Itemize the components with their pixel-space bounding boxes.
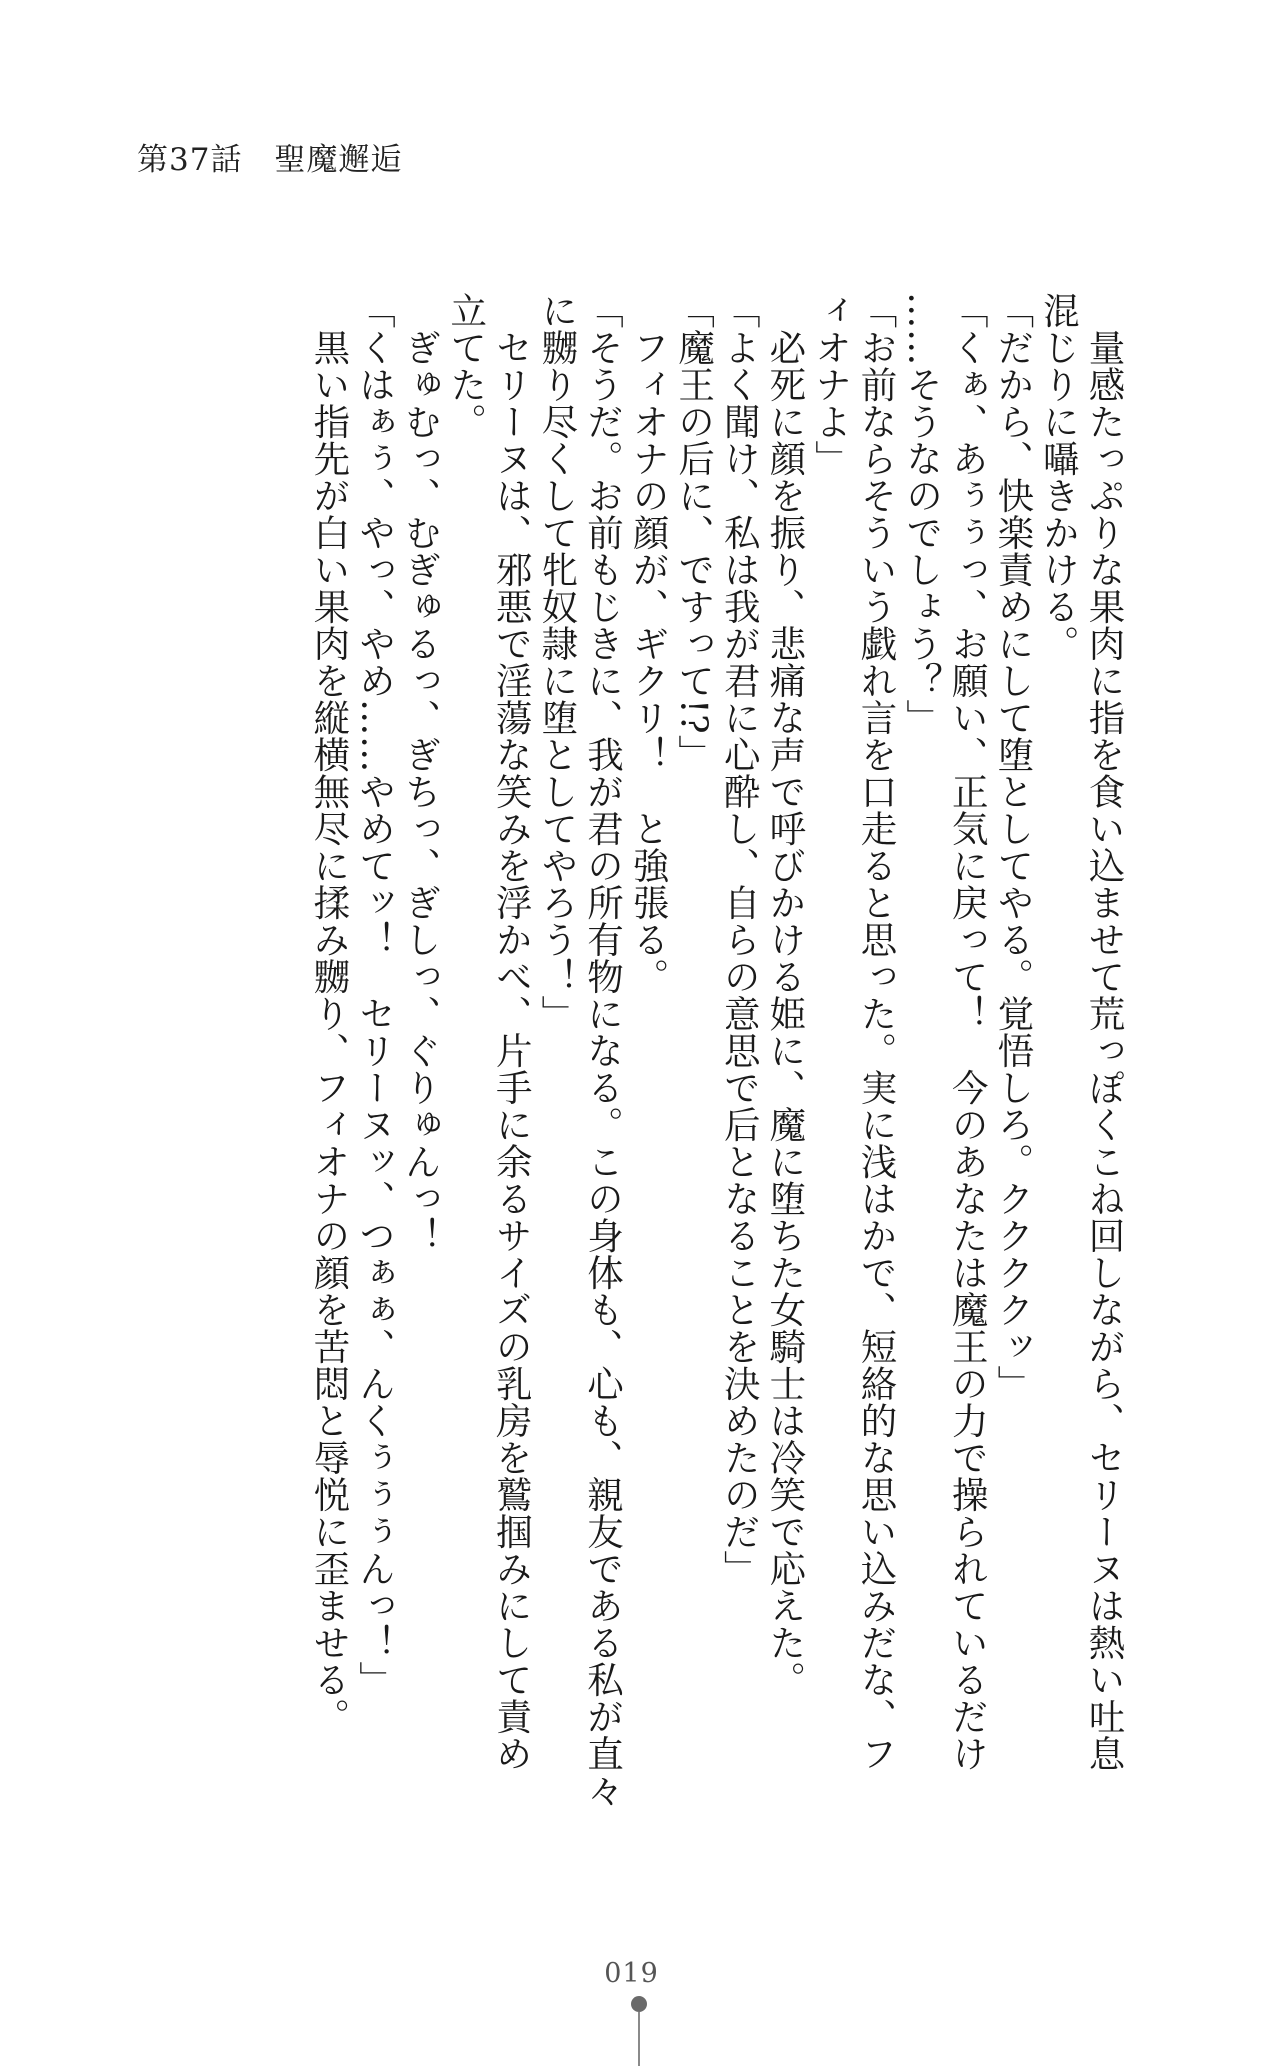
text-line: 「だから、快楽責めにして堕としてやる。覚悟しろ。ククククッ」 (991, 292, 1035, 1402)
text-line: 「そうだ。お前もじきに、我が君の所有物になる。この身体も、心も、親友である私が直々 (581, 292, 625, 1809)
text-line: ぎゅむっ、むぎゅるっ、ぎちっ、ぎしっ、ぐりゅんっ！ (399, 292, 443, 1254)
text-line: フィオナの顔が、ギクリ！ と強張る。 (627, 292, 671, 995)
text-line: セリーヌは、邪悪で淫蕩な笑みを浮かべ、片手に余るサイズの乳房を鷲掴みにして責め (490, 292, 534, 1772)
page-marker-icon (631, 1996, 649, 2066)
text-line: 「よく聞け、私は我が君に心酔し、自らの意思で后となることを決めたのだ」 (718, 292, 762, 1587)
text-line: ィオナよ」 (809, 292, 853, 477)
text-line: 立てた。 (444, 292, 488, 440)
text-line: 「お前ならそういう戯れ言を口走ると思った。実に浅はかで、短絡的な思い込みだな、フ (855, 292, 899, 1772)
text-line: 「魔王の后に、ですって!?」 (672, 292, 716, 772)
chapter-title: 第37話 聖魔邂逅 (137, 142, 403, 178)
page-number: 019 (604, 1958, 659, 1989)
text-line: 黒い指先が白い果肉を縦横無尽に揉み嬲り、フィオナの顔を苦悶と辱悦に歪ませる。 (307, 292, 351, 1735)
text-line: 量感たっぷりな果肉に指を食い込ませて荒っぽくこね回しながら、セリーヌは熱い吐息 (1083, 292, 1126, 1772)
vertical-body-text (306, 292, 1127, 1809)
text-line: 「くはぁぅ、やっ、やめ……やめてッ！ セリーヌッ、つぁぁ、んくぅぅぅんっ！」 (353, 292, 397, 1698)
marker-dot (631, 1996, 647, 2012)
text-line: 「くぁ、あぅぅっ、お願い、正気に戻って！ 今のあなたは魔王の力で操られているだけ (946, 292, 990, 1772)
text-line: 混じりに囁きかける。 (1037, 292, 1081, 662)
marker-stem (638, 2012, 640, 2066)
text-line: に嬲り尽くして牝奴隷に堕としてやろう！」 (535, 292, 579, 1032)
text-line: ……そうなのでしょう？」 (900, 292, 944, 736)
text-line: 必死に顔を振り、悲痛な声で呼びかける姫に、魔に堕ちた女騎士は冷笑で応えた。 (763, 292, 807, 1698)
